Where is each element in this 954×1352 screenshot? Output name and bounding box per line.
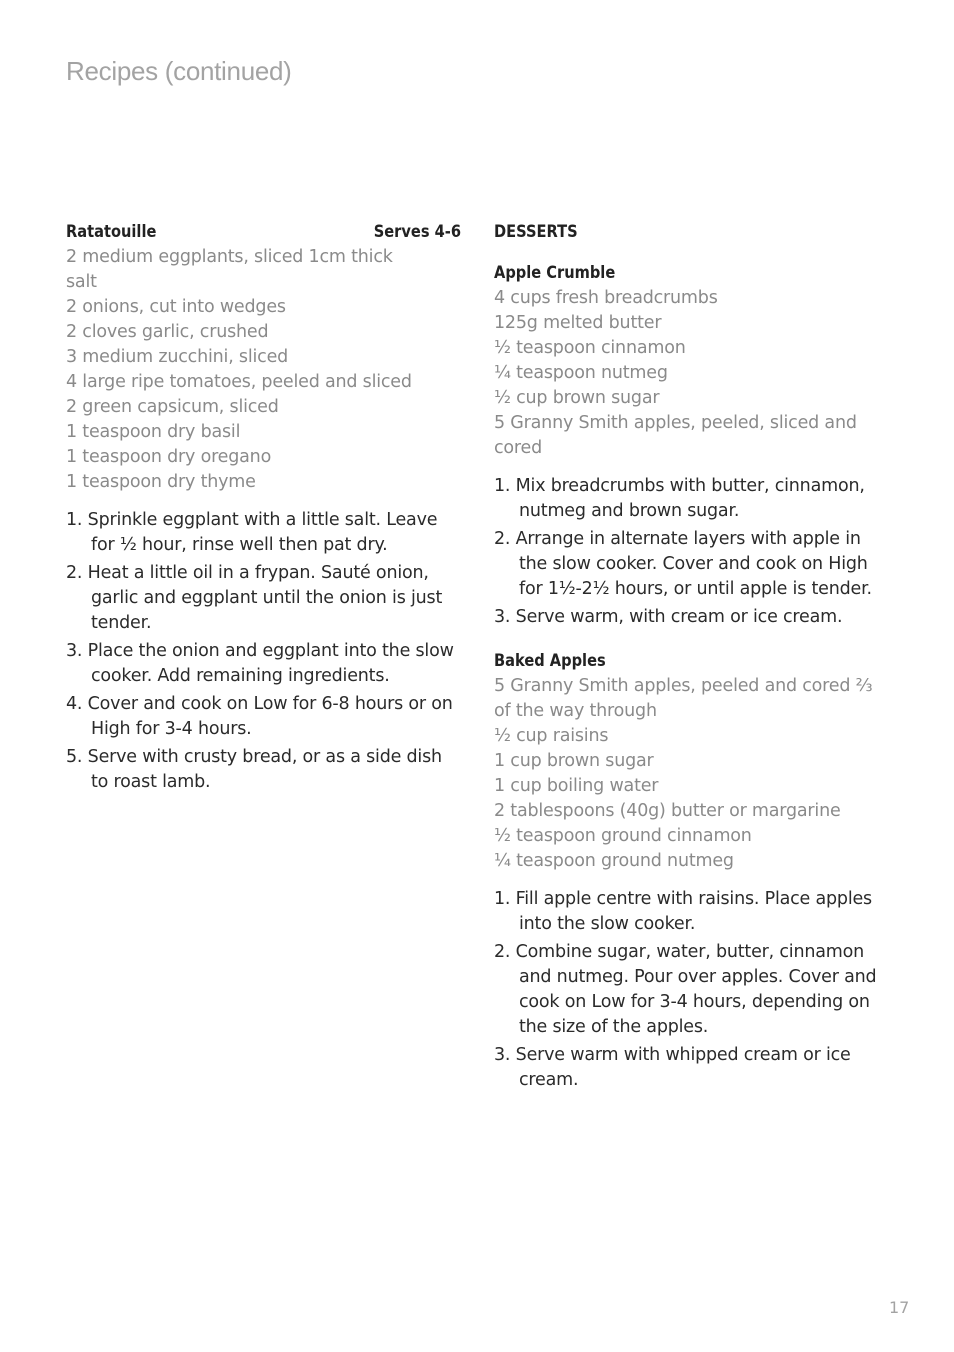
baked-apples-recipe <box>494 649 894 1093</box>
ingredient-item: ½ cup raisins <box>494 726 609 746</box>
recipe-title: Baked Apples <box>494 651 606 671</box>
method-step: 1. Mix breadcrumbs with butter, cinnamon, nutmeg and brown sugar. <box>494 476 865 521</box>
page-number: 17 <box>889 1298 910 1317</box>
ingredient-list <box>494 286 894 461</box>
ingredient-item: 1 cup brown sugar <box>494 751 654 771</box>
ingredient-list <box>494 674 894 874</box>
recipe-title: Apple Crumble <box>494 263 616 283</box>
section-heading: DESSERTS <box>494 222 578 242</box>
ingredient-item: ½ teaspoon ground cinnamon <box>494 826 752 846</box>
ingredient-list <box>66 245 462 495</box>
ingredient-item: ¼ teaspoon nutmeg <box>494 363 668 383</box>
method-step: 2. Combine sugar, water, butter, cinnamon and nutmeg. Pour over apples. Cover and cook on Low for 3-4 hours, depending on the size of the apples. <box>494 942 877 1037</box>
method-steps <box>66 508 462 795</box>
ingredient-item: 1 teaspoon dry basil <box>66 422 241 442</box>
method-step: 1. Fill apple centre with raisins. Place apples into the slow cooker. <box>494 889 872 934</box>
ratatouille-recipe <box>66 220 462 798</box>
ingredient-item: ½ cup brown sugar <box>494 388 660 408</box>
method-step: 2. Arrange in alternate layers with apple in the slow cooker. Cover and cook on High for 1½-2½ hours, or until apple is tender. <box>494 529 872 599</box>
page-title: Recipes (continued) <box>66 56 292 86</box>
ingredient-item: salt <box>66 272 97 292</box>
ingredient-item: 1 teaspoon dry thyme <box>66 472 256 492</box>
ingredient-item: 2 cloves garlic, crushed <box>66 322 269 342</box>
ingredient-item: 3 medium zucchini, sliced <box>66 347 289 367</box>
ingredient-item: ½ teaspoon cinnamon <box>494 338 686 358</box>
ratatouille-header <box>66 220 461 245</box>
apple-crumble-recipe <box>494 261 894 630</box>
serves-label: Serves 4-6 <box>373 222 462 242</box>
method-step: 3. Serve warm, with cream or ice cream. <box>494 607 843 627</box>
method-step: 5. Serve with crusty bread, or as a side dish to roast lamb. <box>66 747 442 792</box>
method-steps <box>494 474 894 630</box>
method-steps <box>494 887 894 1093</box>
ingredient-item: 1 cup boiling water <box>494 776 659 796</box>
method-step: 1. Sprinkle eggplant with a little salt. Leave for ½ hour, rinse well then pat dry. <box>66 510 438 555</box>
recipe-title: Ratatouille <box>66 222 157 242</box>
ingredient-item: 2 green capsicum, sliced <box>66 397 279 417</box>
ingredient-item: 5 Granny Smith apples, peeled, sliced and cored <box>494 413 857 458</box>
method-step: 4. Cover and cook on Low for 6-8 hours or on High for 3-4 hours. <box>66 694 453 739</box>
ingredient-item: 2 tablespoons (40g) butter or margarine <box>494 801 841 821</box>
ingredient-item: 125g melted butter <box>494 313 662 333</box>
ingredient-item: 4 large ripe tomatoes, peeled and sliced <box>66 372 412 392</box>
method-step: 2. Heat a little oil in a frypan. Sauté onion, garlic and eggplant until the onion is just tender. <box>66 563 443 633</box>
ingredient-item: 4 cups fresh breadcrumbs <box>494 288 718 308</box>
ingredient-item: 1 teaspoon dry oregano <box>66 447 272 467</box>
ingredient-item: 5 Granny Smith apples, peeled and cored ⅔ of the way through <box>494 676 873 721</box>
method-step: 3. Place the onion and eggplant into the slow cooker. Add remaining ingredients. <box>66 641 454 686</box>
ingredient-item: ¼ teaspoon ground nutmeg <box>494 851 734 871</box>
ingredient-item: 2 onions, cut into wedges <box>66 297 286 317</box>
ingredient-item: 2 medium eggplants, sliced 1cm thick <box>66 247 393 267</box>
desserts-section <box>494 220 894 1096</box>
method-step: 3. Serve warm with whipped cream or ice cream. <box>494 1045 851 1090</box>
